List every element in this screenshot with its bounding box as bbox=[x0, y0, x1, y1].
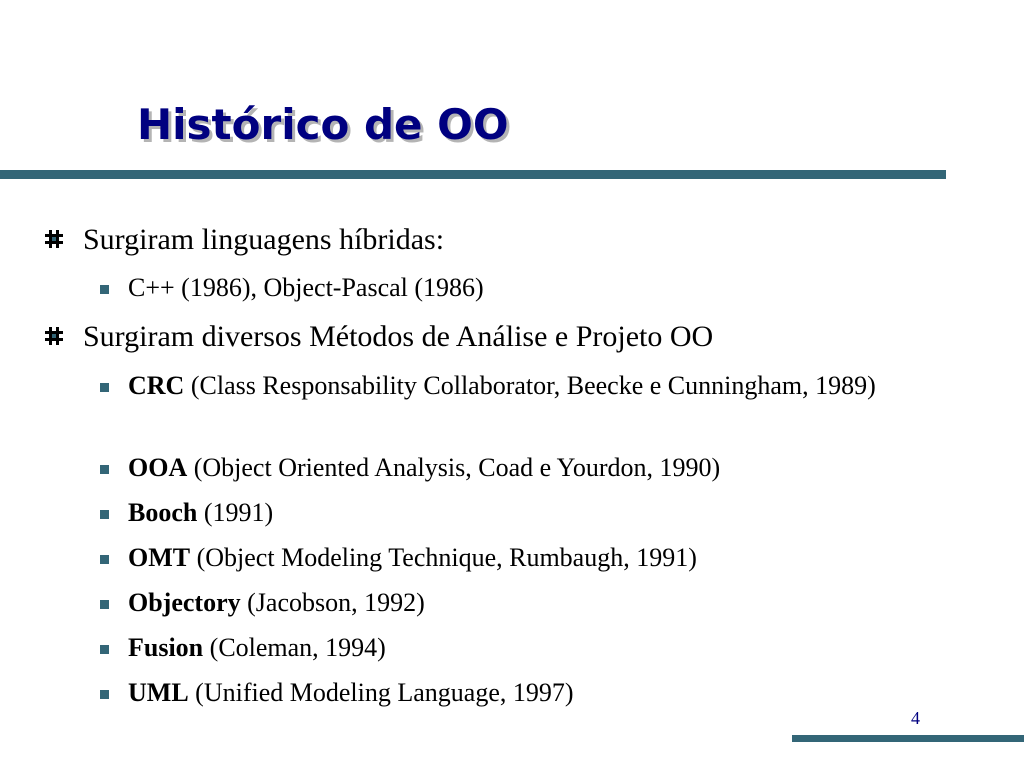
sub-bullet-objectory bbox=[128, 586, 888, 620]
square-bullet-icon bbox=[100, 555, 109, 564]
method-detail: (Coleman, 1994) bbox=[203, 633, 386, 662]
sub-bullet-ooa bbox=[128, 451, 888, 485]
method-detail: (Object Oriented Analysis, Coad e Yourdon, 1990) bbox=[187, 453, 721, 482]
method-name: CRC bbox=[128, 371, 185, 400]
bullet-methods bbox=[83, 319, 713, 355]
square-bullet-icon bbox=[100, 465, 109, 474]
sub-bullet-crc bbox=[128, 369, 888, 403]
square-bullet-icon bbox=[100, 285, 109, 294]
page-number: 4 bbox=[911, 708, 920, 728]
method-name: Fusion bbox=[128, 633, 204, 662]
grid-bullet-icon bbox=[45, 230, 63, 248]
sub-bullet-fusion bbox=[128, 631, 888, 665]
method-detail: (Class Responsability Collaborator, Beecke e Cunningham, 1989) bbox=[184, 371, 876, 400]
sub-bullet-omt bbox=[128, 541, 888, 575]
method-detail: (1991) bbox=[197, 498, 274, 527]
bullet-hybrid-languages bbox=[83, 222, 444, 258]
grid-bullet-icon bbox=[45, 327, 63, 345]
sub-bullet-text: C++ (1986), Object-Pascal (1986) bbox=[128, 273, 484, 302]
footer-rule bbox=[792, 735, 1024, 742]
method-detail: (Object Modeling Technique, Rumbaugh, 1991) bbox=[190, 543, 697, 572]
title-underline bbox=[0, 170, 946, 179]
method-name: OMT bbox=[128, 543, 191, 572]
sub-bullet-cpp bbox=[128, 271, 888, 305]
square-bullet-icon bbox=[100, 645, 109, 654]
square-bullet-icon bbox=[100, 690, 109, 699]
square-bullet-icon bbox=[100, 600, 109, 609]
method-detail: (Jacobson, 1992) bbox=[240, 588, 425, 617]
method-name: Objectory bbox=[128, 588, 241, 617]
method-detail: (Unified Modeling Language, 1997) bbox=[188, 678, 574, 707]
sub-bullet-booch bbox=[128, 496, 888, 530]
bullet-text: Surgiram diversos Métodos de Análise e Projeto OO bbox=[83, 320, 714, 353]
square-bullet-icon bbox=[100, 510, 109, 519]
method-name: Booch bbox=[128, 498, 198, 527]
bullet-text: Surgiram linguagens híbridas: bbox=[83, 223, 445, 256]
method-name: OOA bbox=[128, 453, 188, 482]
method-name: UML bbox=[128, 678, 189, 707]
slide-title: Histórico de OO bbox=[137, 100, 509, 149]
sub-bullet-uml bbox=[128, 676, 888, 710]
square-bullet-icon bbox=[100, 383, 109, 392]
